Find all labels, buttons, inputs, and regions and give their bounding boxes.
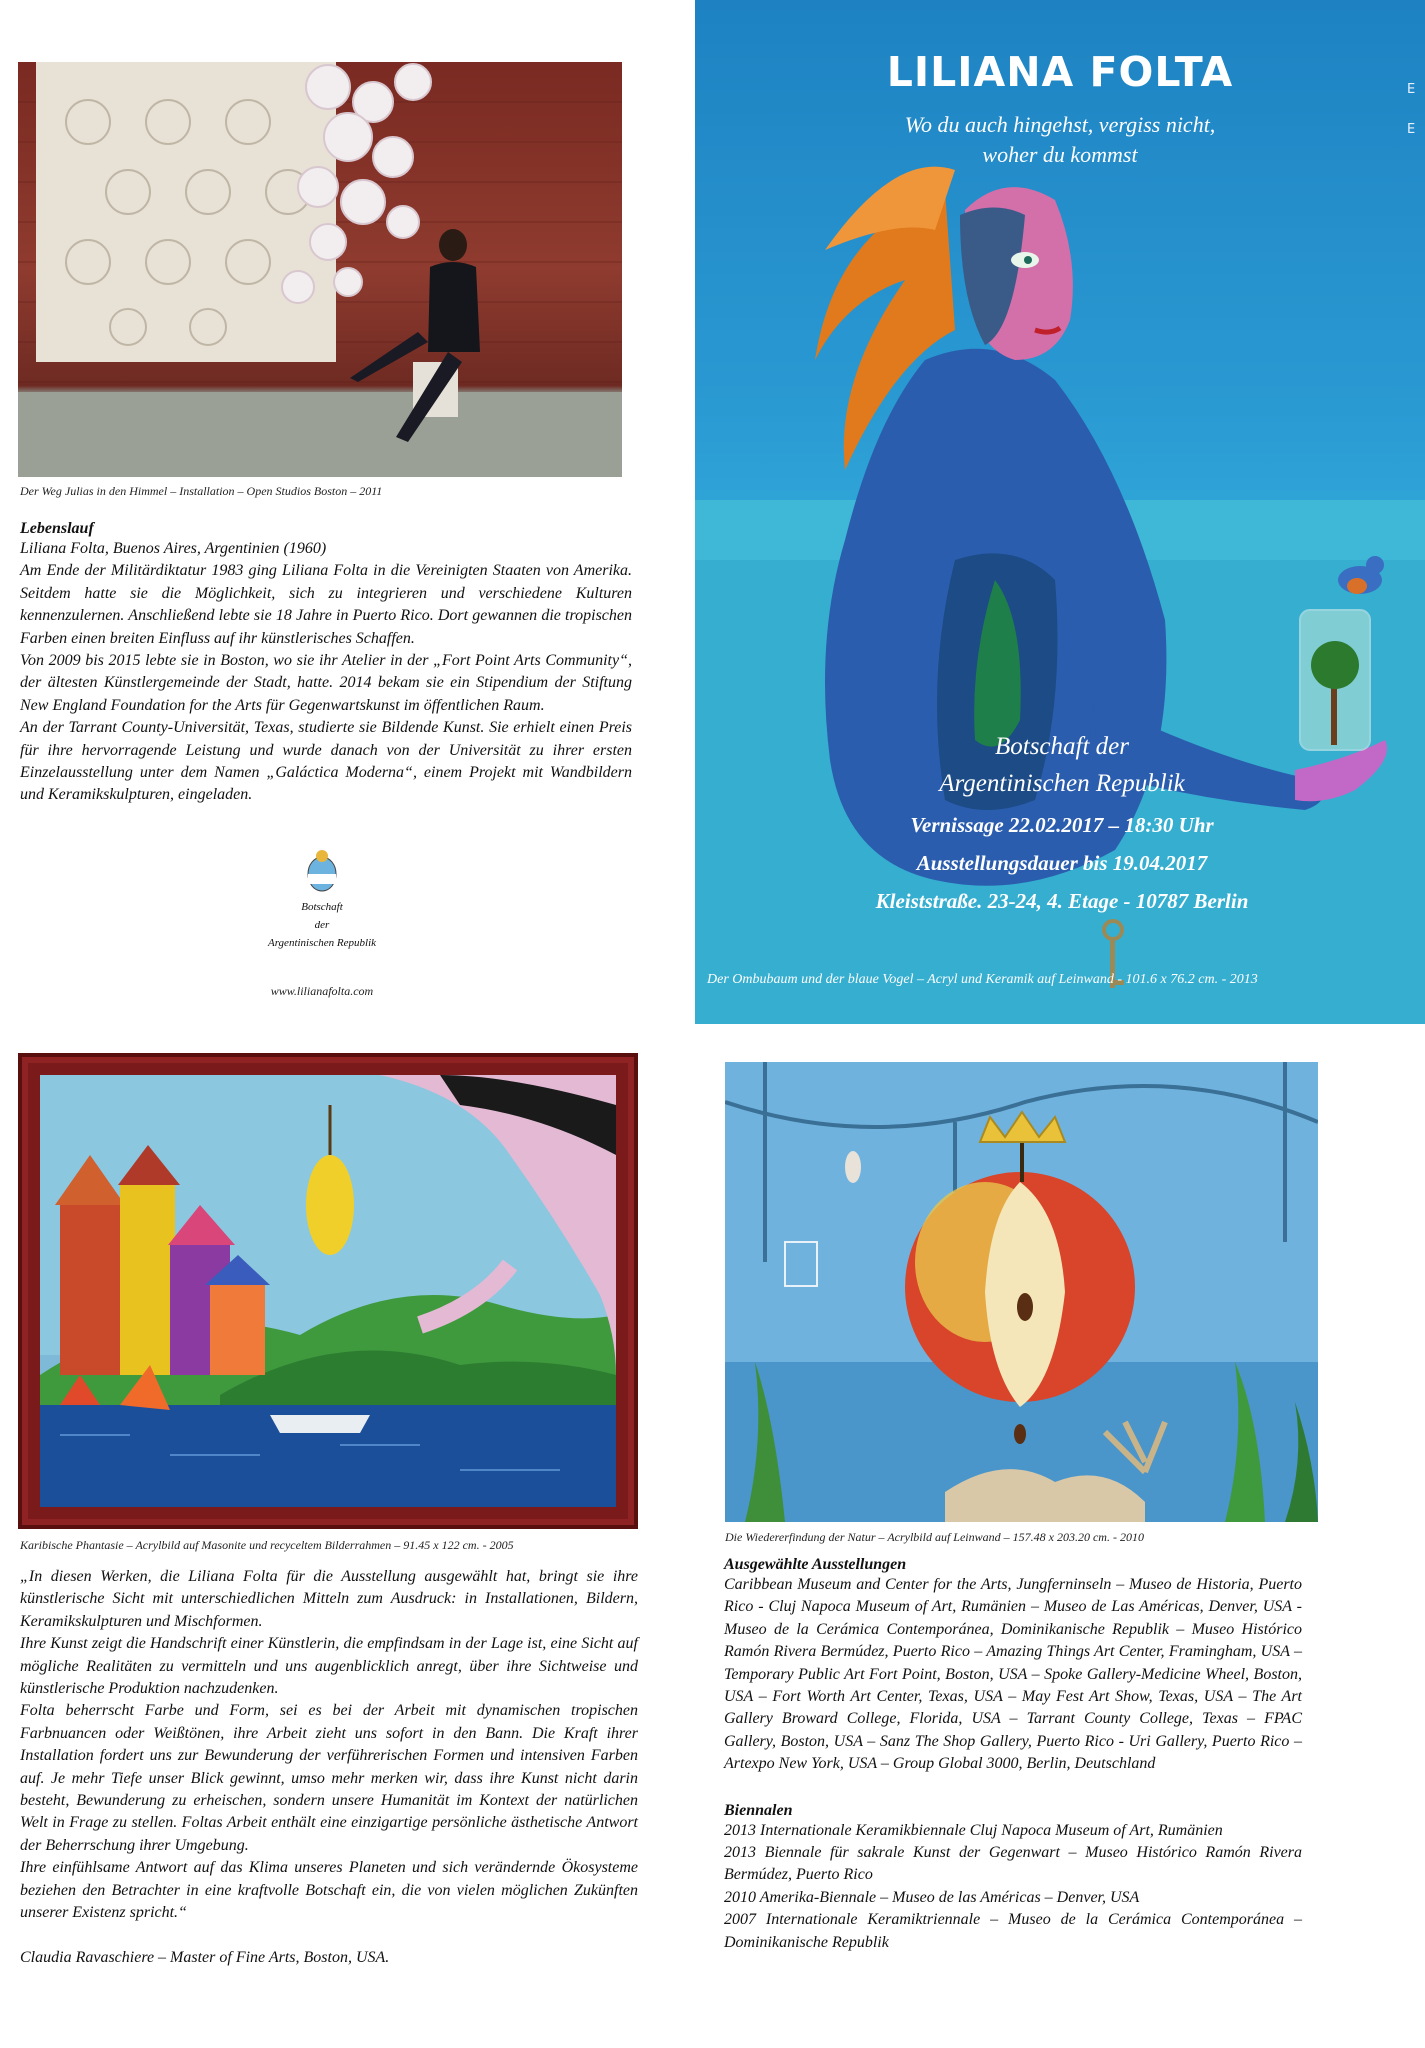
biennial-item: 2013 Biennale für sakrale Kunst der Gegenwart – Museo Histórico Ramón Rivera Bermúdez, Puerto Rico (724, 1844, 1302, 1884)
embassy-logo-text (230, 898, 414, 952)
poster-venue (755, 728, 1369, 802)
biennials-heading: Biennalen (724, 1801, 793, 1819)
website-link[interactable]: www.lilianafolta.com (270, 984, 374, 998)
painting-wiedererfindung-der-natur (725, 1062, 1318, 1522)
bio-section (20, 520, 632, 807)
painting-karibische-phantasie (40, 1075, 616, 1507)
painting-wiedererfindung-art (725, 1062, 1318, 1522)
bio-paragraph: Von 2009 bis 2015 lebte sie in Boston, wo sie ihr Atelier in der „Fort Point Arts Community“, der ältesten Künstlergemeinde der Stadt, hatte. 2014 bekam sie ein Stipendium der Stiftung New England Foundation for the Arts für Gegenwartskunst im öffentlichen Raum. (20, 652, 632, 714)
bio-paragraph: Liliana Folta, Buenos Aires, Argentinien (1960) (20, 540, 327, 557)
biennial-item: 2010 Amerika-Biennale – Museo de las Américas – Denver, USA (724, 1888, 1140, 1906)
review-section (20, 1566, 638, 1969)
poster-address: Kleiststraße. 23-24, 4. Etage - 10787 Berlin (875, 889, 1249, 913)
poster-venue-line: Argentinischen Republik (939, 770, 1185, 797)
embassy-logo-line: Argentinischen Republik (267, 937, 377, 949)
review-author: Claudia Ravaschiere – Master of Fine Arts, Boston, USA. (20, 1948, 390, 1966)
embassy-logo-line: der (314, 919, 330, 931)
review-paragraph: Ihre einfühlsame Antwort auf das Klima unseres Planeten und sich verändernde Ökosysteme beziehen den Betrachter in eine kraftvolle Botschaft ein, die von vielen möglichen Zukünften unserer Existenz spricht.“ (20, 1859, 638, 1922)
bio-heading: Lebenslauf (20, 520, 94, 537)
exhibitions-section (724, 1556, 1302, 1954)
poster-duration: Ausstellungsdauer bis 19.04.2017 (916, 851, 1208, 875)
poster-motto (695, 110, 1425, 170)
poster-side-letters: E E (1407, 82, 1416, 137)
painting1-caption: Karibische Phantasie – Acrylbild auf Masonite und recyceltem Bilderrahmen – 91.45 x 122 cm. - 2005 (20, 1538, 514, 1552)
exhibitions-list: Caribbean Museum and Center for the Arts, Jungferninseln – Museo de Historia, Puerto Rico - Cluj Napoca Museum of Art, Rumänien – Museo de Las Américas, Denver, USA - Museo de la Cerámica Contemporánea, Dominikanische Republik – Museo Histórico Ramón Rivera Bermúdez, Puerto Rico – Amazing Things Art Center, Framingham, USA –Temporary Public Art Fort Point, Boston, USA – Spoke Gallery-Medicine Wheel, Boston, USA – Fort Worth Art Center, Texas, USA – May Fest Art Show, Texas, USA – The Art Gallery Broward College, Florida, USA – Tarrant County College, Texas – FPAC Gallery, Boston, USA – Sanz The Shop Gallery, Puerto Rico - Uri Gallery, Puerto Rico – Artexpo New York, USA – Group Global 3000, Berlin, Deutschland (724, 1576, 1302, 1773)
review-paragraph: Ihre Kunst zeigt die Handschrift einer Künstlerin, die empfindsam in der Lage ist, eine Sicht auf mögliche Realitäten zu vermitteln und uns augenblicklich anregt, über ihre Sichtweise und künstlerische Produktion nachzudenken. (20, 1635, 638, 1698)
poster-artist-name: LILIANA FOLTA (886, 48, 1234, 96)
exhibition-poster (695, 0, 1425, 1024)
poster-caption: Der Ombubaum und der blaue Vogel – Acryl und Keramik auf Leinwand - 101.6 x 76.2 cm. - 2013 (707, 972, 1258, 987)
poster-vernissage: Vernissage 22.02.2017 – 18:30 Uhr (910, 813, 1214, 837)
bio-paragraph: An der Tarrant County-Universität, Texas, studierte sie Bildende Kunst. Sie erhielt einen Preis für ihre hervorragende Leistung und wurde danach von der Universität zu ihrer ersten Einzelausstellung unter dem Namen „Galáctica Moderna“, einem Projekt mit Wandbildern und Keramikskulpturen, eingeladen. (20, 719, 632, 804)
exhibitions-heading: Ausgewählte Ausstellungen (724, 1556, 907, 1573)
photo-caption: Der Weg Julias in den Himmel – Installation – Open Studios Boston – 2011 (20, 484, 383, 498)
biennial-item: 2007 Internationale Keramiktriennale – Museo de la Cerámica Contemporánea – Dominikanische Republik (724, 1911, 1302, 1951)
review-paragraph: Folta beherrscht Farbe und Form, sei es bei der Arbeit mit dynamischen tropischen Farbnuancen oder Weißtönen, ihre Arbeit zieht uns sofort in den Bann. Die Kraft ihrer Installation fordert uns zur Bewunderung der verführerischen Formen und intensiven Farben auf. Je mehr Tiefe unser Blick gewinnt, umso mehr merken wir, dass ihre Kunst nicht darin besteht, Bewunderung zu erheischen, sondern unsere Humanität im Kontext der natürlichen Welt in Frage zu stellen. Foltas Arbeit enthält eine einzigartige persönliche ästhetische Antwort der Beherrschung ihrer Umgebung. (20, 1702, 638, 1854)
bio-paragraph: Am Ende der Militärdiktatur 1983 ging Liliana Folta in die Vereinigten Staaten von Amerika. Seitdem hatte sie die Möglichkeit, sich zu integrieren und verschiedene Kulturen kennenzulernen. Anschließend lebte sie 18 Jahre in Puerto Rico. Dort gewannen die tropischen Farben einen breiten Einfluss auf ihr künstlerisches Schaffen. (20, 562, 632, 647)
review-paragraph: „In diesen Werken, die Liliana Folta für die Ausstellung ausgewählt hat, bringt sie ihre künstlerische Sicht mit unterschiedlichen Mitteln zum Ausdruck: in Installationen, Bildern, Keramikskulpturen und Mischformen. (20, 1568, 638, 1630)
biennial-item: 2013 Internationale Keramikbiennale Cluj Napoca Museum of Art, Rumänien (724, 1821, 1223, 1839)
painting2-caption: Die Wiedererfindung der Natur – Acrylbild auf Leinwand – 157.48 x 203.20 cm. - 2010 (725, 1530, 1144, 1544)
poster-venue-line: Botschaft der (994, 733, 1129, 760)
embassy-logo-line: Botschaft (301, 901, 343, 913)
installation-photo (18, 62, 622, 477)
poster-motto-line: Wo du auch hingehst, vergiss nicht, (904, 112, 1216, 137)
painting-karibische-phantasie-art (40, 1075, 616, 1507)
embassy-seal-icon (304, 848, 340, 898)
poster-dates (755, 806, 1369, 920)
installation-photo-art (18, 62, 622, 477)
poster-motto-line: woher du kommst (982, 142, 1138, 167)
